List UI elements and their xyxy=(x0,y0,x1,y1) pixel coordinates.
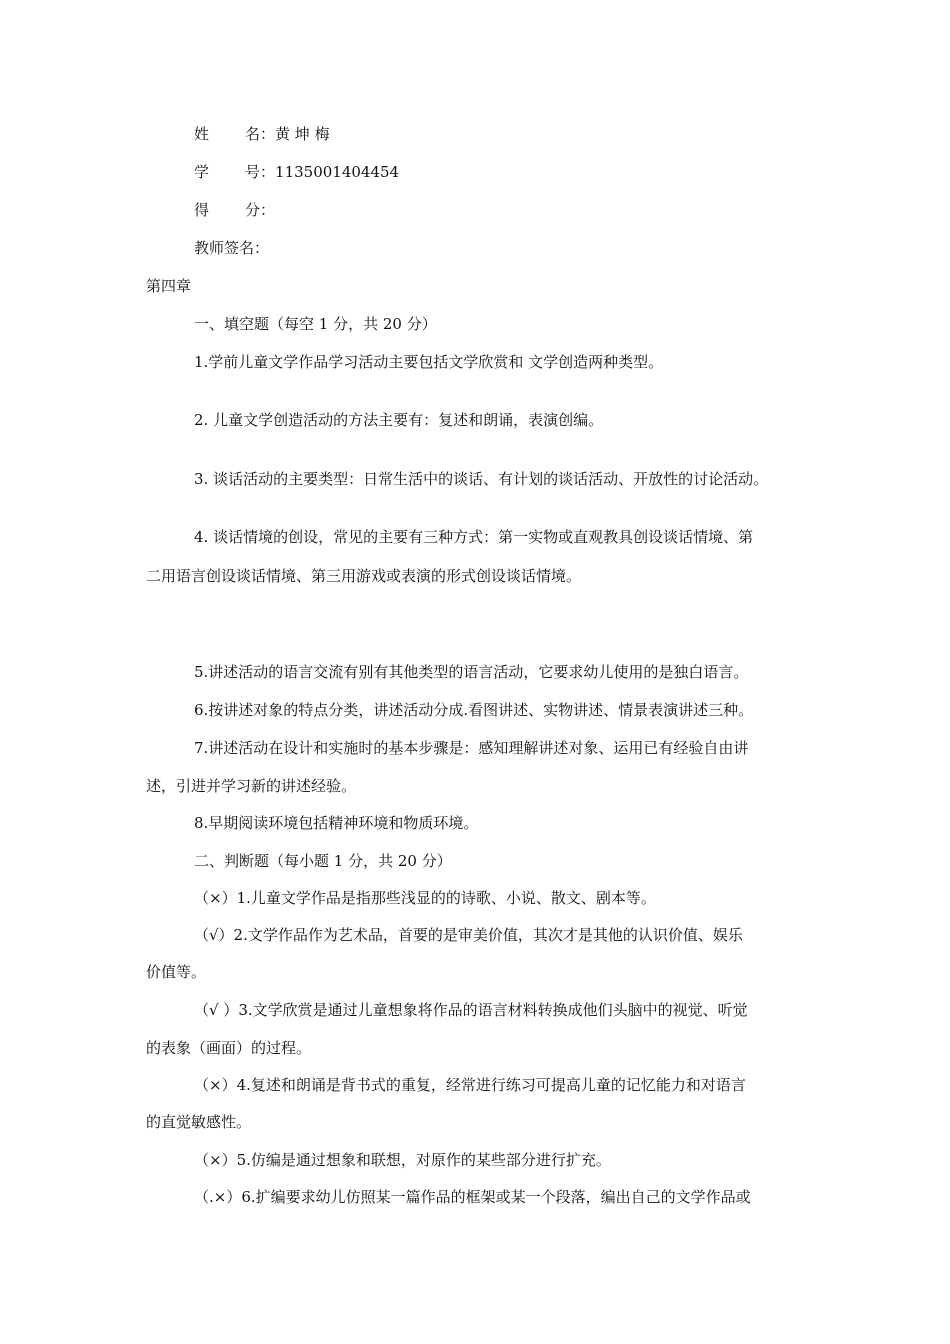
teacher-signature-field xyxy=(194,238,269,258)
true-false-item-5: （×）5.仿编是通过想象和联想，对原作的某些部分进行扩充。 xyxy=(194,1151,611,1169)
score-field xyxy=(194,200,275,220)
true-false-item-4-line-1: （×）4.复述和朗诵是背书式的重复，经常进行练习可提高儿童的记忆能力和对语言 xyxy=(194,1076,746,1094)
true-false-item-3-line-2: 的表象（画面）的过程。 xyxy=(146,1039,312,1057)
score-label-char-1: 得 xyxy=(194,201,210,219)
fill-blank-item-2: 2. 儿童文学创造活动的方法主要有：复述和朗诵，表演创编。 xyxy=(194,411,604,429)
name-value: 黄 坤 梅 xyxy=(275,125,330,143)
id-value: 1135001404454 xyxy=(275,163,400,181)
true-false-item-2-line-1: （√）2.文学作品作为艺术品，首要的是审美价值，其次才是其他的认识价值、娱乐 xyxy=(194,926,743,944)
true-false-item-1: （×）1.儿童文学作品是指那些浅显的的诗歌、小说、散文、剧本等。 xyxy=(194,889,656,907)
true-false-item-4-line-2: 的直觉敏感性。 xyxy=(146,1113,252,1131)
fill-blank-item-7-line-2: 述，引进并学习新的讲述经验。 xyxy=(146,777,357,795)
fill-blank-item-1: 1.学前儿童文学作品学习活动主要包括文学欣赏和 文学创造两种类型。 xyxy=(194,353,664,371)
fill-blank-item-8: 8.早期阅读环境包括精神环境和物质环境。 xyxy=(194,814,479,832)
true-false-item-3-line-1: （√ ）3.文学欣赏是通过儿童想象将作品的语言材料转换成他们头脑中的视觉、听觉 xyxy=(194,1001,748,1019)
true-false-item-2-line-2: 价值等。 xyxy=(146,963,207,981)
student-id-field xyxy=(194,162,399,182)
section-title-true-false: 二、判断题（每小题 1 分，共 20 分） xyxy=(194,852,452,870)
fill-blank-item-3: 3. 谈话活动的主要类型：日常生活中的谈话、有计划的谈话活动、开放性的讨论活动。 xyxy=(194,470,769,488)
section-title-fill-blank: 一、填空题（每空 1 分，共 20 分） xyxy=(194,315,437,333)
name-label-char-1: 姓 xyxy=(194,125,210,143)
name-label-char-2: 名： xyxy=(245,125,276,143)
true-false-item-6-line-1: （.×）6.扩编要求幼儿仿照某一篇作品的框架或某一个段落，编出自己的文学作品或 xyxy=(194,1188,751,1206)
fill-blank-item-7-line-1: 7.讲述活动在设计和实施时的基本步骤是：感知理解讲述对象、运用已有经验自由讲 xyxy=(194,739,749,757)
score-label-char-2: 分： xyxy=(245,201,276,219)
fill-blank-item-6: 6.按讲述对象的特点分类，讲述活动分成.看图讲述、实物讲述、情景表演讲述三种。 xyxy=(194,701,754,719)
name-field xyxy=(194,124,330,144)
id-label-char-2: 号： xyxy=(245,163,276,181)
fill-blank-item-4-line-2: 二用语言创设谈话情境、第三用游戏或表演的形式创设谈话情境。 xyxy=(146,567,582,585)
teacher-signature-label: 教师签名： xyxy=(194,239,270,257)
chapter-title: 第四章 xyxy=(146,277,192,295)
id-label-char-1: 学 xyxy=(194,163,210,181)
fill-blank-item-5: 5.讲述活动的语言交流有别有其他类型的语言活动，它要求幼儿使用的是独白语言。 xyxy=(194,663,749,681)
fill-blank-item-4-line-1: 4. 谈话情境的创设，常见的主要有三种方式：第一实物或直观教具创设谈话情境、第 xyxy=(194,528,754,546)
